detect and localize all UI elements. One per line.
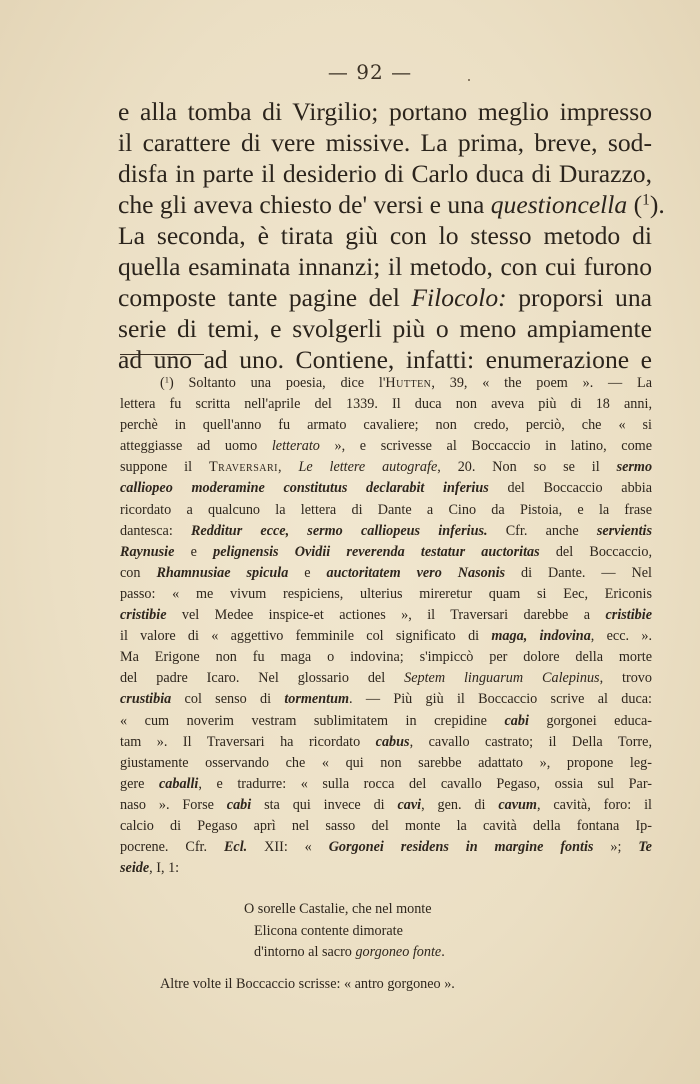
footnote-line: seide, I, 1:	[120, 860, 180, 877]
verse-line: O sorelle Castalie, che nel monte	[244, 901, 432, 917]
footnote-line: giustamente osservando che « qui non sarebbe adattato », propone leg-	[120, 754, 652, 771]
main-text-line: che gli aveva chiesto de' versi e una questioncella ($^1$).	[118, 190, 665, 219]
footnote-line: perchè in quell'anno fu armato cavaliere; non credo, perciò, che « si	[120, 417, 652, 434]
footnote-line: suppone il Traversari, Le lettere autografe, 20. Non so se il sermo	[120, 459, 653, 476]
closing-line: Altre volte il Boccaccio scrisse: « antro gorgoneo ».	[160, 976, 455, 992]
footnote-line: calliopeo moderamine constitutus declarabit inferius del Boccaccio abbia	[120, 480, 652, 497]
footnote-rule	[120, 354, 204, 355]
main-text-line: il carattere di vere missive. La prima, breve, sod-	[118, 128, 652, 157]
footnote	[120, 373, 652, 879]
verse-line: d'intorno al sacro gorgoneo fonte.	[254, 944, 445, 961]
verse-line: Elicona contente dimorate	[254, 922, 403, 939]
footnote-line: ricordato a qualcuno la lettera di Dante a Cino da Pistoia, e la frase	[120, 501, 652, 518]
main-text	[118, 96, 665, 375]
footnote-line: del padre Icaro. Nel glossario del Septem linguarum Calepinus, trovo	[120, 670, 652, 687]
footnote-line: passo: « me vivum respiciens, ulterius mireretur quam si Eec, Ericonis	[120, 585, 652, 602]
main-text-line: La seconda, è tirata giù con lo stesso metodo di	[118, 221, 652, 250]
footnote-line: lettera fu scritta nell'aprile del 1339. Il duca non aveva più di 18 anni,	[120, 396, 652, 413]
page-number: — 92 —	[327, 60, 413, 84]
footnote-line: pocrene. Cfr. Ecl. XII: « Gorgonei residens in margine fontis »; Te	[120, 839, 652, 856]
verse-quotation	[244, 899, 664, 964]
footnote-line: naso ». Forse cabi sta qui invece di cavi, gen. di cavum, cavità, foro: il	[120, 796, 652, 813]
main-text-line: ad uno ad uno. Contiene, infatti: enumerazione e	[118, 345, 652, 374]
main-text-line: disfa in parte il desiderio di Carlo duca di Durazzo,	[118, 159, 652, 188]
footnote-line: crustibia col senso di tormentum. — Più giù il Boccaccio scrive al duca:	[120, 691, 652, 708]
footnote-line: Raynusie e pelignensis Ovidii reverenda testatur auctoritas del Boccaccio,	[120, 543, 652, 560]
footnote-line: calcio di Pegaso aprì nel sasso del monte la cavità della fontana Ip-	[120, 817, 652, 834]
footnote-line: il valore di « aggettivo femminile col significato di maga, indovina, ecc. ».	[120, 628, 652, 645]
footnote-line: cristibie vel Medee inspice-et actiones », il Traversari darebbe a cristibie	[120, 607, 652, 624]
footnote-line: gere caballi, e tradurre: « sulla rocca del cavallo Pegaso, ossia sul Par-	[120, 775, 652, 792]
main-text-line: composte tante pagine del Filocolo: proporsi una	[118, 283, 652, 312]
main-text-line: serie di temi, e svolgerli più o meno ampiamente	[118, 314, 652, 343]
footnote-line: « cum noverim vestram sublimitatem in crepidine cabi gorgonei educa-	[120, 712, 652, 729]
main-text-line: e alla tomba di Virgilio; portano meglio impresso	[118, 97, 652, 126]
footnote-line: ($^1$) Soltanto una poesia, dice l'Hutten, 39, « the poem ». — La	[160, 374, 652, 391]
main-text-line: quella esaminata innanzi; il metodo, con cui furono	[118, 252, 652, 281]
footnote-line: dantesca: Redditur ecce, sermo calliopeus inferius. Cfr. anche servientis	[120, 522, 652, 539]
footnote-line: Ma Erigone non fu maga o indovina; s'impiccò per dolore della morte	[120, 649, 652, 666]
footnote-line: con Rhamnusiae spicula e auctoritatem vero Nasonis di Dante. — Nel	[120, 564, 652, 581]
footnote-line: atteggiasse ad uomo letterato », e scrivesse al Boccaccio in latino, come	[120, 438, 652, 455]
footnote-line: tam ». Il Traversari ha ricordato cabus, cavallo castrato; il Della Torre,	[120, 733, 652, 750]
